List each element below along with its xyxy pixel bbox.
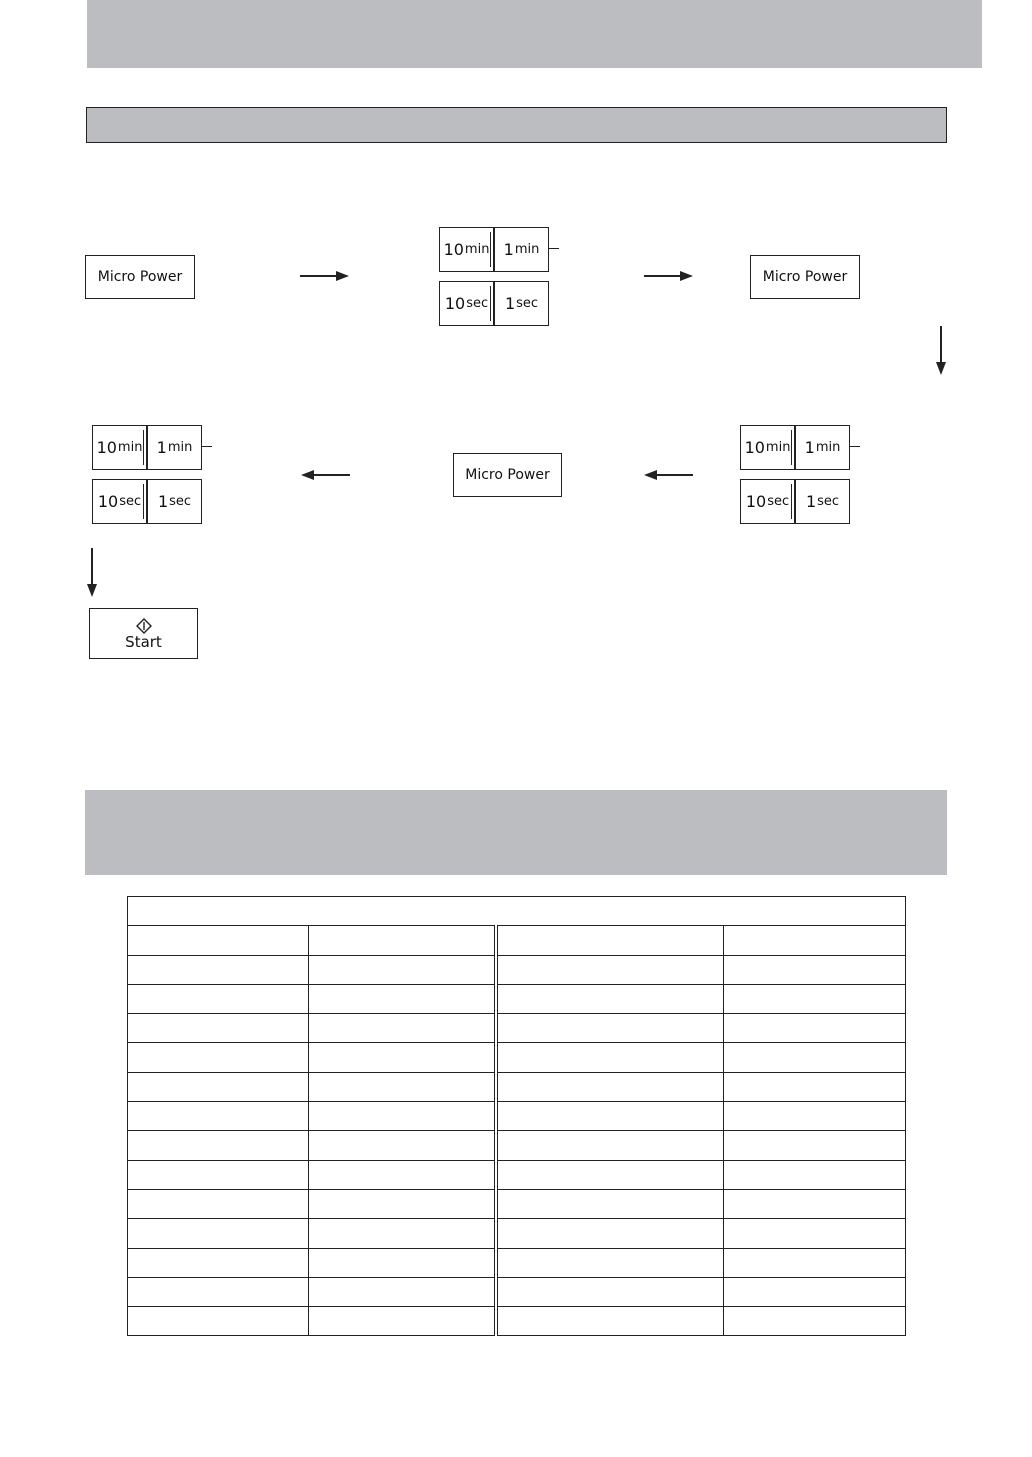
arrow-down-icon [84, 548, 100, 598]
key-10-min[interactable]: 10 min [740, 425, 795, 470]
table-row [128, 984, 906, 1013]
start-icon [136, 618, 152, 634]
key-1-min[interactable]: 1 min [147, 425, 202, 470]
micro-power-label: Micro Power [465, 467, 550, 483]
table-row [128, 1043, 906, 1072]
callout-line [202, 446, 212, 447]
table-row [128, 955, 906, 984]
key-1-sec[interactable]: 1 sec [147, 479, 202, 524]
arrow-left-icon [300, 467, 350, 483]
arrow-left-icon [643, 467, 693, 483]
table-row [128, 1102, 906, 1131]
table-row [128, 1277, 906, 1306]
table-row [128, 1307, 906, 1336]
micro-power-label: Micro Power [762, 269, 848, 285]
start-button[interactable] [89, 608, 198, 659]
key-10-sec[interactable]: 10 sec [92, 479, 147, 524]
table-row [128, 1014, 906, 1043]
micro-power-button-2[interactable] [750, 255, 860, 299]
table-row [128, 1219, 906, 1248]
arrow-down-icon [933, 326, 949, 376]
key-1-sec[interactable]: 1 sec [494, 281, 549, 326]
micro-power-button-1[interactable] [85, 255, 195, 299]
callout-line [850, 446, 860, 447]
callout-line [549, 248, 559, 249]
key-10-min[interactable]: 10 min [92, 425, 147, 470]
arrow-right-icon [300, 268, 350, 284]
key-10-sec[interactable]: 10 sec [439, 281, 494, 326]
table-section-band [85, 790, 947, 875]
key-1-min[interactable]: 1 min [795, 425, 850, 470]
table-row [128, 1160, 906, 1189]
page-header-band [87, 0, 982, 68]
key-1-sec[interactable]: 1 sec [795, 479, 850, 524]
start-label: Start [125, 632, 162, 651]
section-title-bar [86, 107, 947, 143]
table-row [128, 1189, 906, 1218]
table-row [128, 1131, 906, 1160]
micro-power-label: Micro Power [97, 269, 183, 285]
key-10-min[interactable]: 10 min [439, 227, 494, 272]
table-row [128, 1072, 906, 1101]
table-header-row [128, 926, 906, 955]
table-title-row [128, 897, 906, 926]
arrow-right-icon [644, 268, 694, 284]
key-1-min[interactable]: 1 min [494, 227, 549, 272]
key-10-sec[interactable]: 10 sec [740, 479, 795, 524]
micro-power-button-3[interactable] [453, 453, 562, 497]
table-row [128, 1248, 906, 1277]
data-table [127, 896, 906, 1336]
